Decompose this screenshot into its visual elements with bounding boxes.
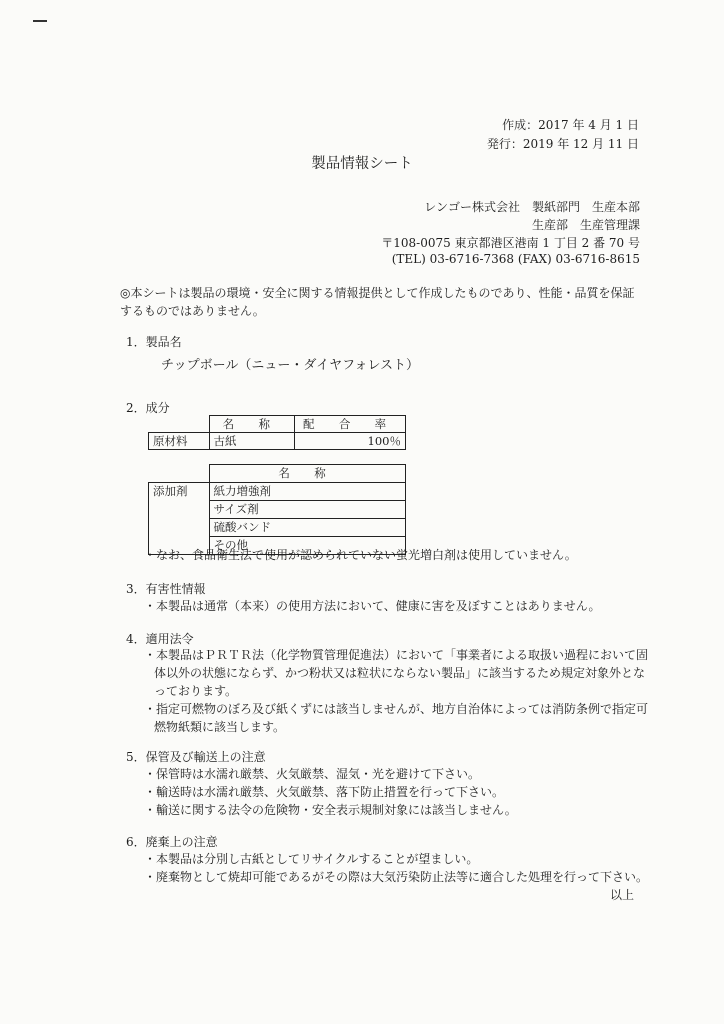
fluorescent-note: ・なお、食品衛生法で使用が認められていない蛍光増白剤は使用していません。 — [144, 548, 577, 562]
section-3-heading: 3．有害性情報 — [126, 582, 206, 596]
incineration-line: ・廃棄物として焼却可能であるがその際は大気汚染防止法等に適合した処理を行って下さい。 — [144, 870, 649, 884]
recycle-line: ・本製品は分別し古紙としてリサイクルすることが望ましい。 — [144, 852, 479, 866]
company-contact: (TEL) 03-6716-7368 (FAX) 03-6716-8615 — [391, 252, 640, 266]
issued-date: 発行：2019 年 12 月 11 日 — [486, 137, 639, 151]
additives-header: 名 称 — [209, 465, 406, 483]
material-ratio: 100％ — [294, 433, 406, 450]
fire-code-note: ・指定可燃物のぼろ及び紙くずには該当しませんが、地方自治体によっては消防条例で指定可燃物紙類に該当します。 — [144, 702, 649, 734]
table-corner — [149, 465, 210, 483]
row-label-additives: 添加剤 — [149, 483, 210, 555]
hazard-info: ・本製品は通常（本来）の使用方法において、健康に害を及ぼすことはありません。 — [144, 599, 601, 613]
scan-mark — [33, 20, 47, 22]
section-4-heading: 4．適用法令 — [126, 632, 194, 646]
section-5-heading: 5．保管及び輸送上の注意 — [126, 750, 266, 764]
company-department: 生産部 生産管理課 — [531, 218, 640, 232]
section-1-heading: 1．製品名 — [126, 335, 182, 349]
prtr-law-note: ・本製品はＰＲＴＲ法（化学物質管理促進法）において「事業者による取扱い過程において固体以外の状態にならず、かつ粉状又は粒状にならない製品」に該当するため規定対象外となっております。 — [144, 648, 649, 698]
additive-item: 紙力増強剤 — [209, 483, 406, 501]
section-6-heading: 6．廃棄上の注意 — [126, 835, 218, 849]
intro-note: ◎本シートは製品の環境・安全に関する情報提供として作成したものであり、性能・品質を保証するものではありません。 — [120, 286, 635, 318]
additive-item: 硫酸バンド — [209, 519, 406, 537]
company-name: レンゴー株式会社 製紙部門 生産本部 — [424, 200, 640, 214]
table-corner — [149, 416, 210, 433]
created-date: 作成：2017 年 4 月 1 日 — [502, 118, 639, 132]
document-title: 製品情報シート — [311, 156, 413, 172]
material-name: 古紙 — [209, 433, 294, 450]
header-ratio: 配 合 率 — [294, 416, 406, 433]
composition-table — [148, 415, 406, 450]
regulation-line: ・輸送に関する法令の危険物・安全表示規制対象には該当しません。 — [144, 803, 517, 817]
company-address: 〒108-0075 東京都港区港南 1 丁目 2 番 70 号 — [381, 236, 640, 250]
row-label-raw-material: 原材料 — [149, 433, 210, 450]
storage-line: ・保管時は水濡れ厳禁、火気厳禁、湿気・光を避けて下さい。 — [144, 767, 481, 781]
additive-item: その他 — [209, 537, 406, 555]
additives-table — [148, 464, 406, 555]
transport-line: ・輸送時は水濡れ厳禁、火気厳禁、落下防止措置を行って下さい。 — [144, 785, 505, 799]
product-name: チップボール（ニュー・ダイヤフォレスト） — [161, 358, 420, 373]
end-mark: 以上 — [610, 888, 635, 902]
section-2-heading: 2．成分 — [126, 401, 170, 415]
additive-item: サイズ剤 — [209, 501, 406, 519]
header-name: 名 称 — [209, 416, 294, 433]
